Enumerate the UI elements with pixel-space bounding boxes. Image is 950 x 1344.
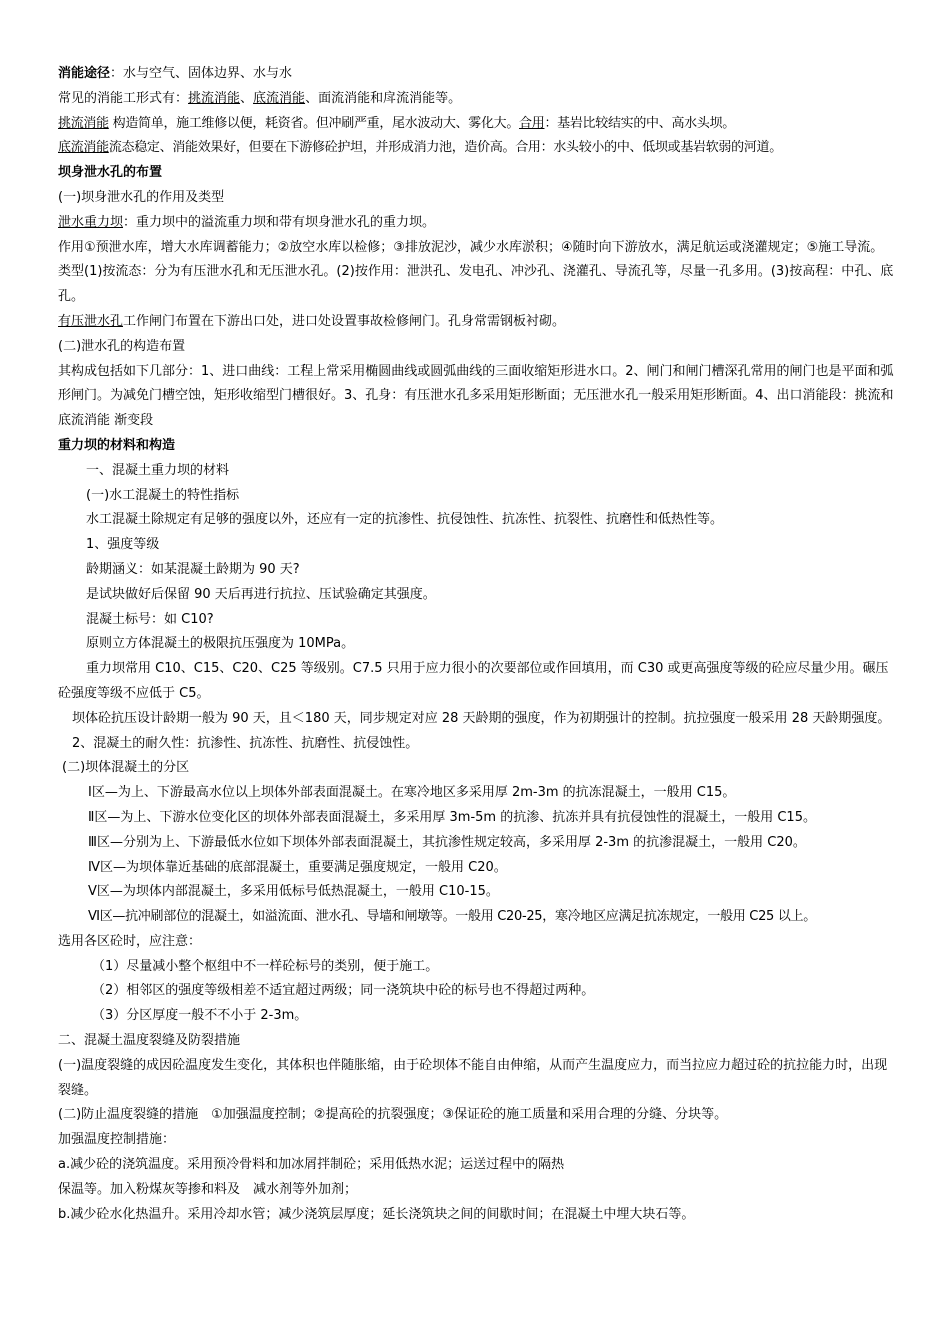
paragraph-ski-jump <box>58 112 896 137</box>
subheading-outlet-structure: (二)泄水孔的构造布置 <box>58 338 186 354</box>
text: 流态稳定、消能效果好，但要在下游修砼护坦，并形成消力池，造价高。合用：水头较小的中、低坝或基岩软弱的河道。 <box>108 140 782 156</box>
term-ski-jump: 挑流消能 <box>58 115 109 131</box>
text: 工作闸门布置在下游出口处，进口处设置事故检修闸门。孔身常需钢板衬砌。 <box>123 313 566 329</box>
term-hydraulic-jump: 底流消能 <box>253 90 306 106</box>
section-temperature-cracks: 二、混凝土温度裂缝及防裂措施 <box>58 1033 241 1049</box>
paragraph-concrete-grade: 混凝土标号：如 C10? <box>86 611 214 627</box>
document-page <box>58 62 896 1227</box>
text: 构造简单，施工维修以便，耗资省。但冲刷严重，尾水波动大、雾化大。 <box>108 115 520 131</box>
zone-item: Ⅴ区—为坝体内部混凝土，多采用低标号低热混凝土，一般用 C10-15。 <box>88 884 499 900</box>
section-concrete-materials: 一、混凝土重力坝的材料 <box>86 462 230 478</box>
paragraph-grade-explanation: 原则立方体混凝土的极限抗压强度为 10MPa。 <box>86 636 355 652</box>
text: ：水与空气、固体边界、水与水 <box>110 66 293 81</box>
paragraph-selection-notes: 选用各区砼时，应注意： <box>58 933 202 949</box>
term-applicable: 合用 <box>519 115 545 131</box>
paragraph-hydraulic-jump <box>58 136 896 161</box>
heading-outlet-layout: 坝身泄水孔的布置 <box>58 165 163 181</box>
paragraph-age-meaning: 龄期涵义：如某混凝土龄期为 90 天? <box>86 561 300 577</box>
paragraph-requirements: 水工混凝土除规定有足够的强度以外，还应有一定的抗渗性、抗侵蚀性、抗冻性、抗裂性、抗磨性和低热性等。 <box>86 512 724 528</box>
paragraph-age-explanation: 是试块做好后保留 90 天后再进行抗拉、压试验确定其强度。 <box>86 586 436 602</box>
text: 常见的消能工形式有： <box>58 90 189 106</box>
text: ：基岩比较结实的中、高水头坝。 <box>544 115 735 131</box>
term-energy-dissipation: 消能途径 <box>58 66 111 81</box>
paragraph-functions: 作用①预泄水库，增大水库调蓄能力；②放空水库以检修；③排放泥沙，减少水库淤积；④随时向下游放水，满足航运或浇灌规定；⑤施工导流。 <box>58 239 884 255</box>
paragraph-crack-prevention: (二)防止温度裂缝的措施 ①加强温度控制；②提高砼的抗裂强度；③保证砼的施工质量和采用合理的分缝、分块等。 <box>58 1107 728 1123</box>
zone-item: Ⅱ区—为上、下游水位变化区的坝体外部表面混凝土，多采用厚 3m-5m 的抗渗、抗冻并具有抗侵蚀性的混凝土，一般用 C15。 <box>88 809 816 825</box>
subsection-zoning: (二)坝体混凝土的分区 <box>62 760 190 776</box>
item-strength-grade: 1、强度等级 <box>86 537 160 553</box>
paragraph-design-age: 坝体砼抗压设计龄期一般为 90 天，且＜180 天，同步规定对应 28 天龄期的强度，作为初期强计的控制。抗拉强度一般采用 28 天龄期强度。 <box>72 710 891 726</box>
note-item: （1）尽量减小整个枢组中不一样砼标号的类别，便于施工。 <box>92 958 439 974</box>
measure-b: b.减少砼水化热温升。采用冷却水管；减少浇筑层厚度；延长浇筑块之间的间歇时间；在混凝土中埋大块石等。 <box>58 1206 695 1222</box>
paragraph-crack-causes: (一)温度裂缝的成因砼温度发生变化，其体积也伴随胀缩，由于砼坝体不能自由伸缩，从而产生温度应力，而当拉应力超过砼的抗拉能力时，出现裂缝。 <box>58 1057 888 1098</box>
heading-materials: 重力坝的材料和构造 <box>58 437 176 453</box>
paragraph-temperature-control: 加强温度控制措施： <box>58 1132 176 1148</box>
measure-a-continued: 保温等。加入粉煤灰等掺和料及 减水剂等外加剂； <box>58 1181 358 1197</box>
paragraph-common-grades: 重力坝常用 C10、C15、C20、C25 等级别。C7.5 只用于应力很小的次要部位或作回填用，而 C30 或更高强度等级的砼应尽量少用。碾压砼强度等级不应低于 C5。 <box>58 661 889 701</box>
text: 、 <box>240 90 254 106</box>
subsection-property-indexes: (一)水工混凝土的特性指标 <box>86 487 240 503</box>
zone-item: Ⅵ区—抗冲刷部位的混凝土，如溢流面、泄水孔、导墙和闸墩等。一般用 C20-25，寒冷地区应满足抗冻规定，一般用 C25 以上。 <box>88 909 816 925</box>
paragraph-types: 类型(1)按流态：分为有压泄水孔和无压泄水孔。(2)按作用：泄洪孔、发电孔、冲沙孔、浇灌孔、导流孔等，尽量一孔多用。(3)按高程：中孔、底孔。 <box>58 264 894 305</box>
item-durability: 2、混凝土的耐久性：抗渗性、抗冻性、抗磨性、抗侵蚀性。 <box>72 735 419 751</box>
measure-a: a.减少砼的浇筑温度。采用预冷骨料和加冰屑拌制砼；采用低热水泥；运送过程中的隔热 <box>58 1157 565 1173</box>
term-ski-jump: 挑流消能 <box>188 90 241 106</box>
note-item: （2）相邻区的强度等级相差不适宜超过两级；同一浇筑块中砼的标号也不得超过两种。 <box>92 983 595 999</box>
note-item: （3）分区厚度一般不不小于 2-3m。 <box>92 1008 308 1024</box>
zone-item: Ⅰ区—为上、下游最高水位以上坝体外部表面混凝土。在寒冷地区多采用厚 2m-3m 的抗冻混凝土，一般用 C15。 <box>88 785 736 801</box>
paragraph-pressure-outlet <box>58 310 896 335</box>
text: 、面流消能和戽流消能等。 <box>305 90 462 106</box>
paragraph-dissipator-types <box>58 87 896 112</box>
subheading-outlet-function: (一)坝身泄水孔的作用及类型 <box>58 189 225 205</box>
zone-item: Ⅲ区—分别为上、下游最低水位如下坝体外部表面混凝土，其抗渗性规定较高，多采用厚 2-3m 的抗渗混凝土，一般用 C20。 <box>88 834 806 850</box>
text: ：重力坝中的溢流重力坝和带有坝身泄水孔的重力坝。 <box>123 214 436 230</box>
zone-item: Ⅳ区—为坝体靠近基础的底部混凝土，重要满足强度规定，一般用 C20。 <box>88 859 507 875</box>
term-outlet-gravity-dam: 泄水重力坝 <box>58 214 124 230</box>
paragraph-spillway-dam <box>58 211 896 236</box>
paragraph-outlet-components: 其构成包括如下几部分：1、进口曲线：工程上常采用椭圆曲线或圆弧曲线的三面收缩矩形进水口。2、闸门和闸门槽深孔常用的闸门也是平面和弧形闸门。为减免门槽空蚀，矩形收缩型门槽很好。3、孔身：有压泄水孔多采用矩形断面；无压泄水孔一般采用矩形断面。4、出口消能段：挑流和底流消能 渐变段 <box>58 363 894 429</box>
paragraph-energy-dissipation-paths <box>58 62 896 87</box>
term-hydraulic-jump: 底流消能 <box>58 140 109 156</box>
term-pressure-outlet: 有压泄水孔 <box>58 313 124 329</box>
